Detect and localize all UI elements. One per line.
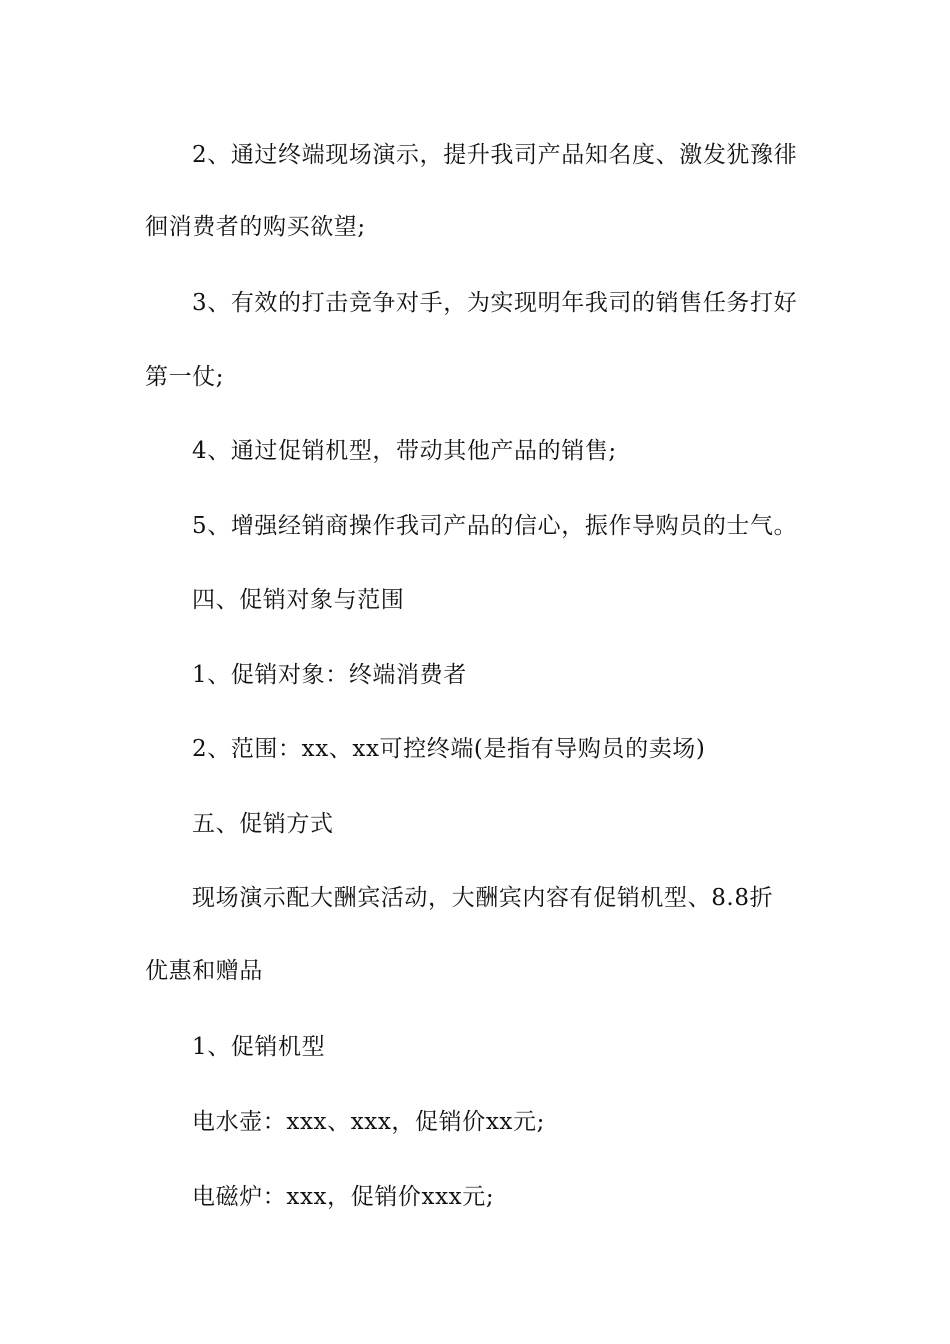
paragraph-goal-5: 5、增强经销商操作我司产品的信心，振作导购员的士气。 — [192, 513, 798, 539]
electric-kettle-line: 电水壶：xxx、xxx，促销价xx元; — [192, 1109, 545, 1135]
induction-cooker-line: 电磁炉：xxx，促销价xxx元; — [192, 1184, 495, 1210]
paragraph-goal-2-line-2: 徊消费者的购买欲望; — [145, 214, 366, 240]
paragraph-goal-3-line-1: 3、有效的打击竞争对手，为实现明年我司的销售任务打好 — [192, 290, 798, 316]
promotion-models-heading: 1、促销机型 — [192, 1034, 326, 1060]
promotion-target: 1、促销对象：终端消费者 — [192, 662, 467, 688]
section-heading-5: 五、促销方式 — [192, 811, 334, 837]
paragraph-goal-2-line-1: 2、通过终端现场演示，提升我司产品知名度、激发犹豫徘 — [192, 142, 798, 168]
promotion-method-line-2: 优惠和赠品 — [145, 958, 263, 984]
paragraph-goal-4: 4、通过促销机型，带动其他产品的销售; — [192, 438, 617, 464]
paragraph-goal-3-line-2: 第一仗; — [145, 364, 225, 390]
promotion-scope: 2、范围：xx、xx可控终端(是指有导购员的卖场) — [192, 736, 706, 762]
promotion-method-line-1: 现场演示配大酬宾活动，大酬宾内容有促销机型、8.8折 — [192, 885, 774, 911]
section-heading-4: 四、促销对象与范围 — [192, 587, 405, 613]
